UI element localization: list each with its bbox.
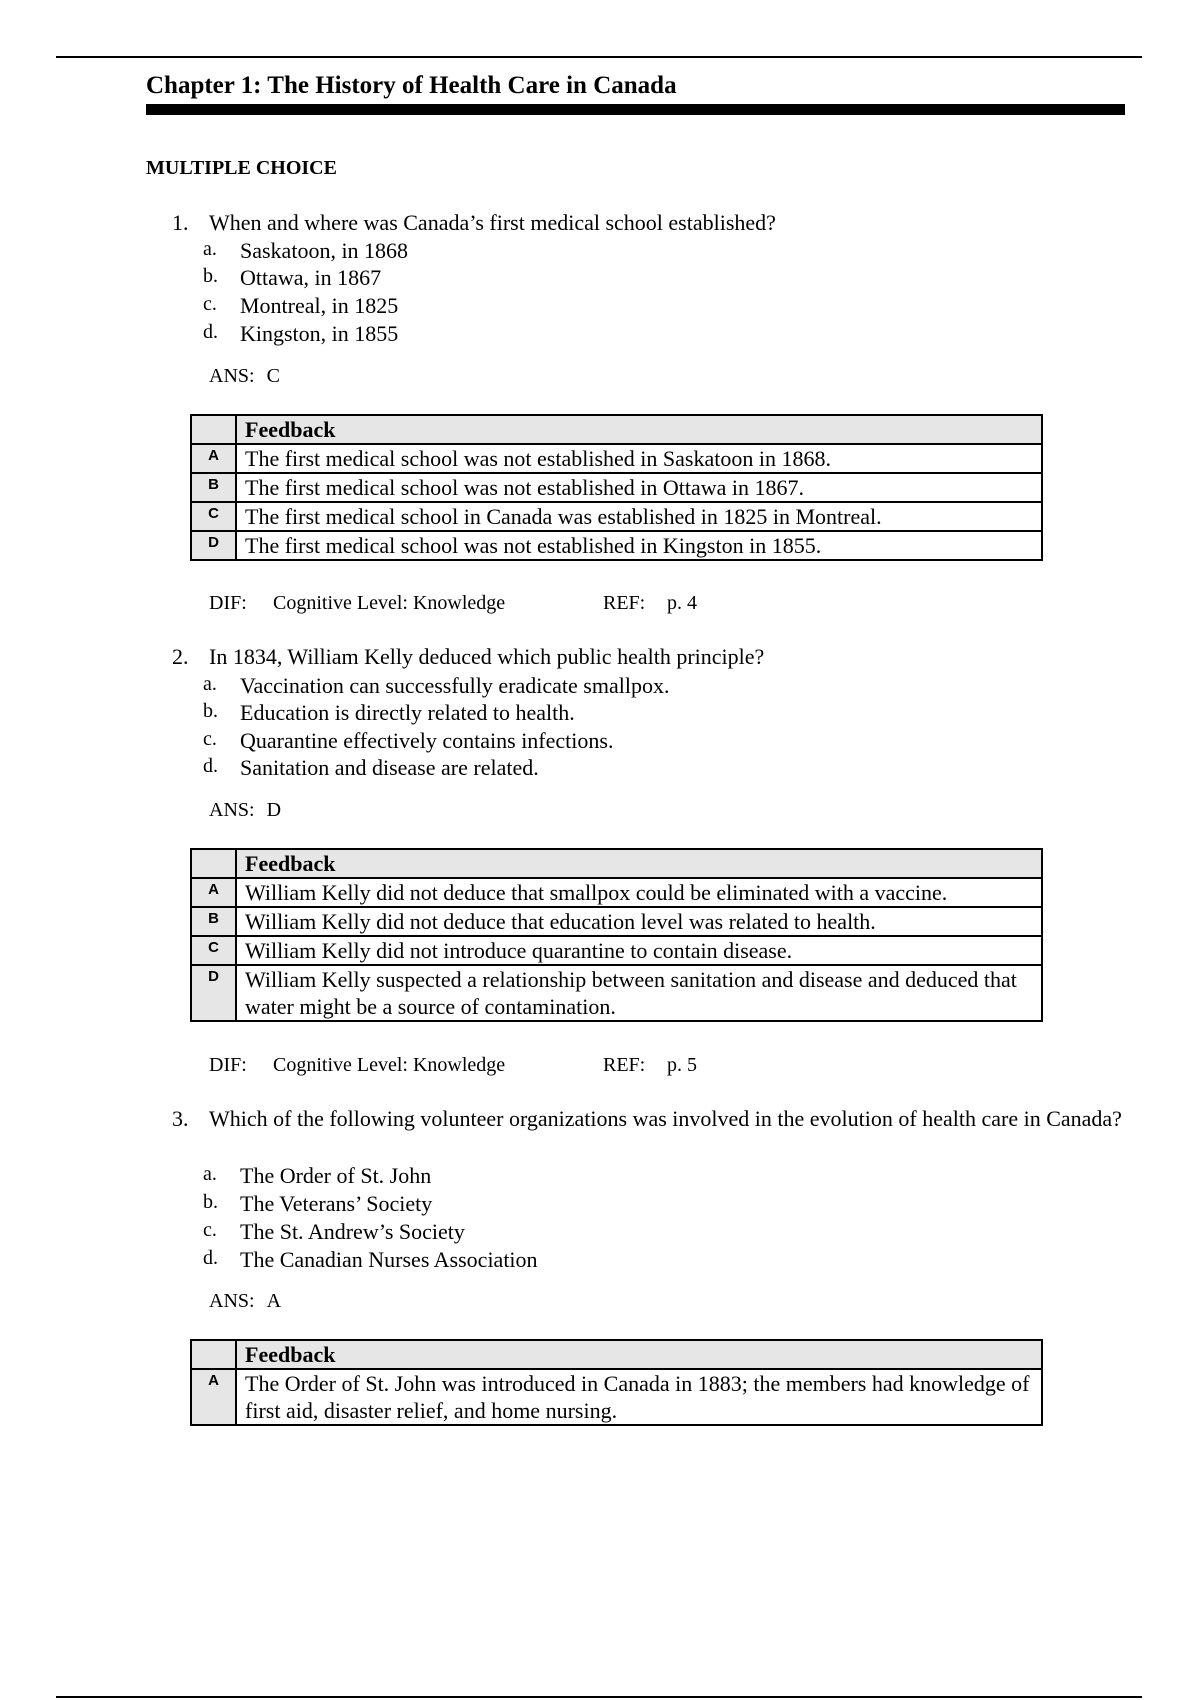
option-text: Vaccination can successfully eradicate smallpox. — [240, 673, 670, 698]
question-text: In 1834, William Kelly deduced which public health principle? — [209, 644, 765, 669]
feedback-key: A — [191, 444, 236, 473]
feedback-header-row — [191, 415, 1042, 444]
feedback-row — [191, 907, 1042, 936]
feedback-text: William Kelly suspected a relationship between sanitation and disease and deduced that water might be a source of contamination. — [236, 965, 1042, 1021]
feedback-row — [191, 444, 1042, 473]
answer-line — [209, 1290, 281, 1313]
option-letter: c. — [203, 728, 217, 750]
answer-line — [209, 799, 281, 822]
feedback-text: The first medical school was not established in Saskatoon in 1868. — [236, 444, 1042, 473]
ref-label: REF: — [603, 1054, 646, 1076]
answer-value: A — [266, 1290, 282, 1312]
option-text: Quarantine effectively contains infections. — [240, 728, 614, 753]
answer-label: ANS: — [209, 799, 255, 821]
option-text: Sanitation and disease are related. — [240, 755, 539, 780]
option-text: The Veterans’ Society — [240, 1191, 433, 1216]
title-underline-bar — [146, 104, 1125, 115]
feedback-text: William Kelly did not introduce quarantine to contain disease. — [236, 936, 1042, 965]
feedback-row — [191, 878, 1042, 907]
option-text: The St. Andrew’s Society — [240, 1219, 465, 1244]
ref-label: REF: — [603, 592, 646, 614]
option-letter: b. — [203, 265, 218, 287]
feedback-key: A — [191, 1369, 236, 1425]
feedback-key-cell — [191, 415, 236, 444]
feedback-key-cell — [191, 849, 236, 878]
question-text: Which of the following volunteer organizations was involved in the evolution of health care in Canada? — [209, 1106, 1122, 1131]
option-text: Saskatoon, in 1868 — [240, 238, 409, 263]
feedback-text: William Kelly did not deduce that education level was related to health. — [236, 907, 1042, 936]
option-letter: b. — [203, 1191, 218, 1213]
option-text: Ottawa, in 1867 — [240, 265, 382, 290]
feedback-key: D — [191, 965, 236, 1021]
option-letter: c. — [203, 1219, 217, 1241]
feedback-header: Feedback — [236, 1340, 1042, 1369]
feedback-header-row — [191, 1340, 1042, 1369]
feedback-key: B — [191, 907, 236, 936]
feedback-key: D — [191, 531, 236, 560]
dif-value: Cognitive Level: Knowledge — [273, 1054, 506, 1076]
feedback-header: Feedback — [236, 849, 1042, 878]
question-text: When and where was Canada’s first medical school established? — [209, 210, 776, 235]
feedback-key: B — [191, 473, 236, 502]
section-heading: MULTIPLE CHOICE — [146, 157, 337, 179]
option-letter: a. — [203, 673, 217, 695]
option-letter: d. — [203, 321, 218, 343]
feedback-row — [191, 473, 1042, 502]
answer-value: D — [266, 799, 282, 821]
question-number: 1. — [172, 210, 189, 235]
option-letter: b. — [203, 700, 218, 722]
answer-line — [209, 365, 280, 388]
feedback-key-cell — [191, 1340, 236, 1369]
feedback-key: C — [191, 936, 236, 965]
ref-value: p. 4 — [667, 592, 697, 614]
dif-label: DIF: — [209, 592, 247, 614]
chapter-title: Chapter 1: The History of Health Care in Canada — [146, 72, 677, 99]
option-letter: d. — [203, 755, 218, 777]
feedback-table — [190, 1339, 1043, 1426]
feedback-header: Feedback — [236, 415, 1042, 444]
option-text: Montreal, in 1825 — [240, 293, 399, 318]
option-text: The Canadian Nurses Association — [240, 1247, 538, 1272]
feedback-row — [191, 936, 1042, 965]
feedback-text: William Kelly did not deduce that smallpox could be eliminated with a vaccine. — [236, 878, 1042, 907]
feedback-row — [191, 531, 1042, 560]
feedback-text: The first medical school was not established in Kingston in 1855. — [236, 531, 1042, 560]
feedback-header-row — [191, 849, 1042, 878]
option-letter: a. — [203, 1163, 217, 1185]
feedback-row — [191, 965, 1042, 1021]
feedback-row — [191, 1369, 1042, 1425]
option-letter: d. — [203, 1247, 218, 1269]
feedback-row — [191, 502, 1042, 531]
top-rule — [56, 56, 1142, 58]
answer-value: C — [266, 365, 280, 387]
answer-label: ANS: — [209, 1290, 255, 1312]
feedback-key: C — [191, 502, 236, 531]
question-number: 2. — [172, 644, 189, 669]
feedback-text: The first medical school was not established in Ottawa in 1867. — [236, 473, 1042, 502]
option-letter: a. — [203, 238, 217, 260]
dif-label: DIF: — [209, 1054, 247, 1076]
answer-label: ANS: — [209, 365, 255, 387]
option-text: Education is directly related to health. — [240, 700, 575, 725]
option-text: Kingston, in 1855 — [240, 321, 399, 346]
option-letter: c. — [203, 293, 217, 315]
feedback-table — [190, 848, 1043, 1022]
feedback-key: A — [191, 878, 236, 907]
bottom-rule — [56, 1696, 1142, 1698]
dif-value: Cognitive Level: Knowledge — [273, 592, 506, 614]
feedback-text: The Order of St. John was introduced in Canada in 1883; the members had knowledge of first aid, disaster relief, and home nursing. — [236, 1369, 1042, 1425]
feedback-text: The first medical school in Canada was established in 1825 in Montreal. — [236, 502, 1042, 531]
feedback-table — [190, 414, 1043, 561]
ref-value: p. 5 — [667, 1054, 697, 1076]
option-text: The Order of St. John — [240, 1163, 432, 1188]
question-number: 3. — [172, 1106, 189, 1131]
